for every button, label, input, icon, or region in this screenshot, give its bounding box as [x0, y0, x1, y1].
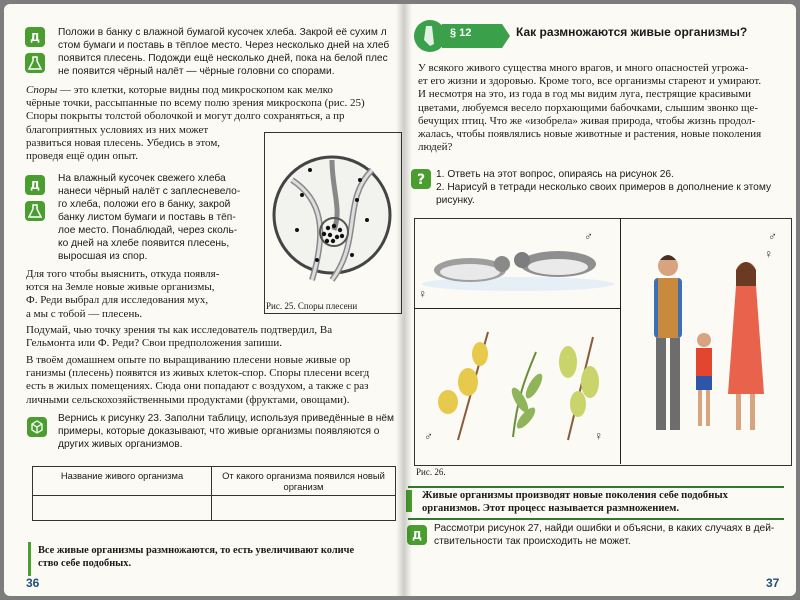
table-cell[interactable]	[33, 496, 212, 521]
male-symbol: ♂	[424, 429, 433, 443]
family-illustration	[626, 244, 786, 460]
table-task-text: Вернись к рисунку 23. Заполни таблицу, используя приведённые в нём примеры, которые доказывают, что живые организмы появляются о других живых организмов.	[58, 413, 394, 450]
female-symbol: ♀	[594, 429, 603, 443]
table-header-origin: От какого организма появился новый организм	[212, 467, 396, 496]
book-gutter	[396, 4, 412, 596]
summary-marker	[28, 542, 31, 576]
male-symbol: ♂	[584, 229, 593, 243]
home-experiment-paragraph: В твоём домашнем опыте по выращиванию плесени новые живые ор ганизмы (плесень) появятся из живых клеток-спор. Споры плесени всегд есть в жилых помещениях. Сюда они попадают с воздухом, а также с раз личными сельскохозяйственными продуктами (фруктами, овощами).	[26, 354, 370, 406]
section-badge: § 12	[450, 27, 472, 39]
figure-27-task-text: Рассмотри рисунок 27, найди ошибки и объясни, в каких случаях в дей- ствительности так происходить не может.	[434, 523, 775, 547]
svg-text:Д: Д	[412, 529, 422, 542]
experiment-icon	[24, 174, 46, 196]
organism-table	[32, 466, 396, 521]
flask-icon	[24, 200, 46, 222]
figure-divider	[414, 308, 620, 309]
willow-catkins-illustration	[418, 322, 616, 442]
svg-text:?: ?	[416, 172, 426, 188]
rule-text: Живые организмы производят новые поколения себе подобных организмов. Этот процесс называется размножением.	[422, 490, 728, 515]
svg-text:Д: Д	[30, 179, 40, 192]
right-page	[404, 4, 796, 596]
experiment-2-text: На влажный кусочек свежего хлеба нанеси чёрный налёт с заплесневело- го хлеба, положи его в банку, закрой банку листом бумаги и поставь в тёп- лое место. Понаблюдай, через сколь- ко дней на хлебе появится плесень, выросшая из спор.	[58, 173, 241, 262]
question-icon	[410, 168, 432, 190]
left-page	[4, 4, 404, 596]
think-paragraph: Подумай, чью точку зрения ты как исследователь подтвердил, Ва Гельмонта или Ф. Реди? Свои предположения запиши.	[26, 324, 333, 350]
svg-text:Д: Д	[30, 31, 40, 44]
questions-text: 1. Ответь на этот вопрос, опираясь на рисунок 26. 2. Нарисуй в тетради несколько своих примеров в дополнение к этому рисунку.	[436, 169, 772, 206]
flask-icon	[24, 52, 46, 74]
redi-paragraph: Для того чтобы выяснить, откуда появля- ются на Земле новые живые организмы, Ф. Реди выбрал для исследования мух, а мы с тобой — плесень.	[26, 268, 220, 320]
experiment-icon	[24, 26, 46, 48]
cube-task-icon	[26, 416, 48, 438]
figure-26-caption: Рис. 26.	[416, 467, 446, 477]
mold-spores-illustration	[272, 140, 394, 290]
page-number-right: 37	[766, 576, 780, 590]
male-symbol: ♂	[768, 229, 777, 243]
figure-divider	[620, 218, 621, 464]
table-cell[interactable]	[212, 496, 396, 521]
seals-illustration	[418, 240, 616, 296]
female-symbol: ♀	[764, 247, 773, 261]
section-title: Как размножаются живые организмы?	[516, 25, 748, 39]
page-number-left: 36	[26, 576, 40, 590]
intro-paragraph: У всякого живого существа много врагов, и много опасностей угрожа- ет его жизни и здоровью. Кроме того, все организмы стареют и умирают. И несмотря на это, из года в год мы видим луга, пестрящие красивыми цветами, любуемся весело порхающими бабочками, слышим звонко ще- бечущих птиц. Что же «изобрела» живая природа, чтобы жизнь продол- жалась, чтобы появлялись новые животные и растения, новые поколения людей?	[418, 62, 762, 154]
experiment-1-text: Положи в банку с влажной бумагой кусочек хлеба. Закрой её сухим л стом бумаги и поставь в тёплое место. Через несколько дней на хлеб появится плесень. Подожди ещё несколько дней, пока на белой плес не появится чёрный налёт — чёрные головни со спорами.	[58, 27, 390, 77]
figure-25-caption: Рис. 25. Споры плесени	[266, 301, 358, 311]
table-header-organism: Название живого организма	[33, 467, 212, 496]
spores-paragraph: Споры — это клетки, которые видны под микроскопом как мелко чёрные точки, рассыпанные по всему полю зрения микроскопа (рис. 25) Споры покрыты толстой оболочкой и могут долго сохраняться, а пр благоприятных условиях из них может развиться новая плесень. Убедись в этом, проведя ещё один опыт.	[26, 84, 365, 163]
female-symbol: ♀	[418, 287, 427, 301]
summary-text: Все живые организмы размножаются, то есть увеличивают количе ство себе подобных.	[38, 545, 355, 570]
